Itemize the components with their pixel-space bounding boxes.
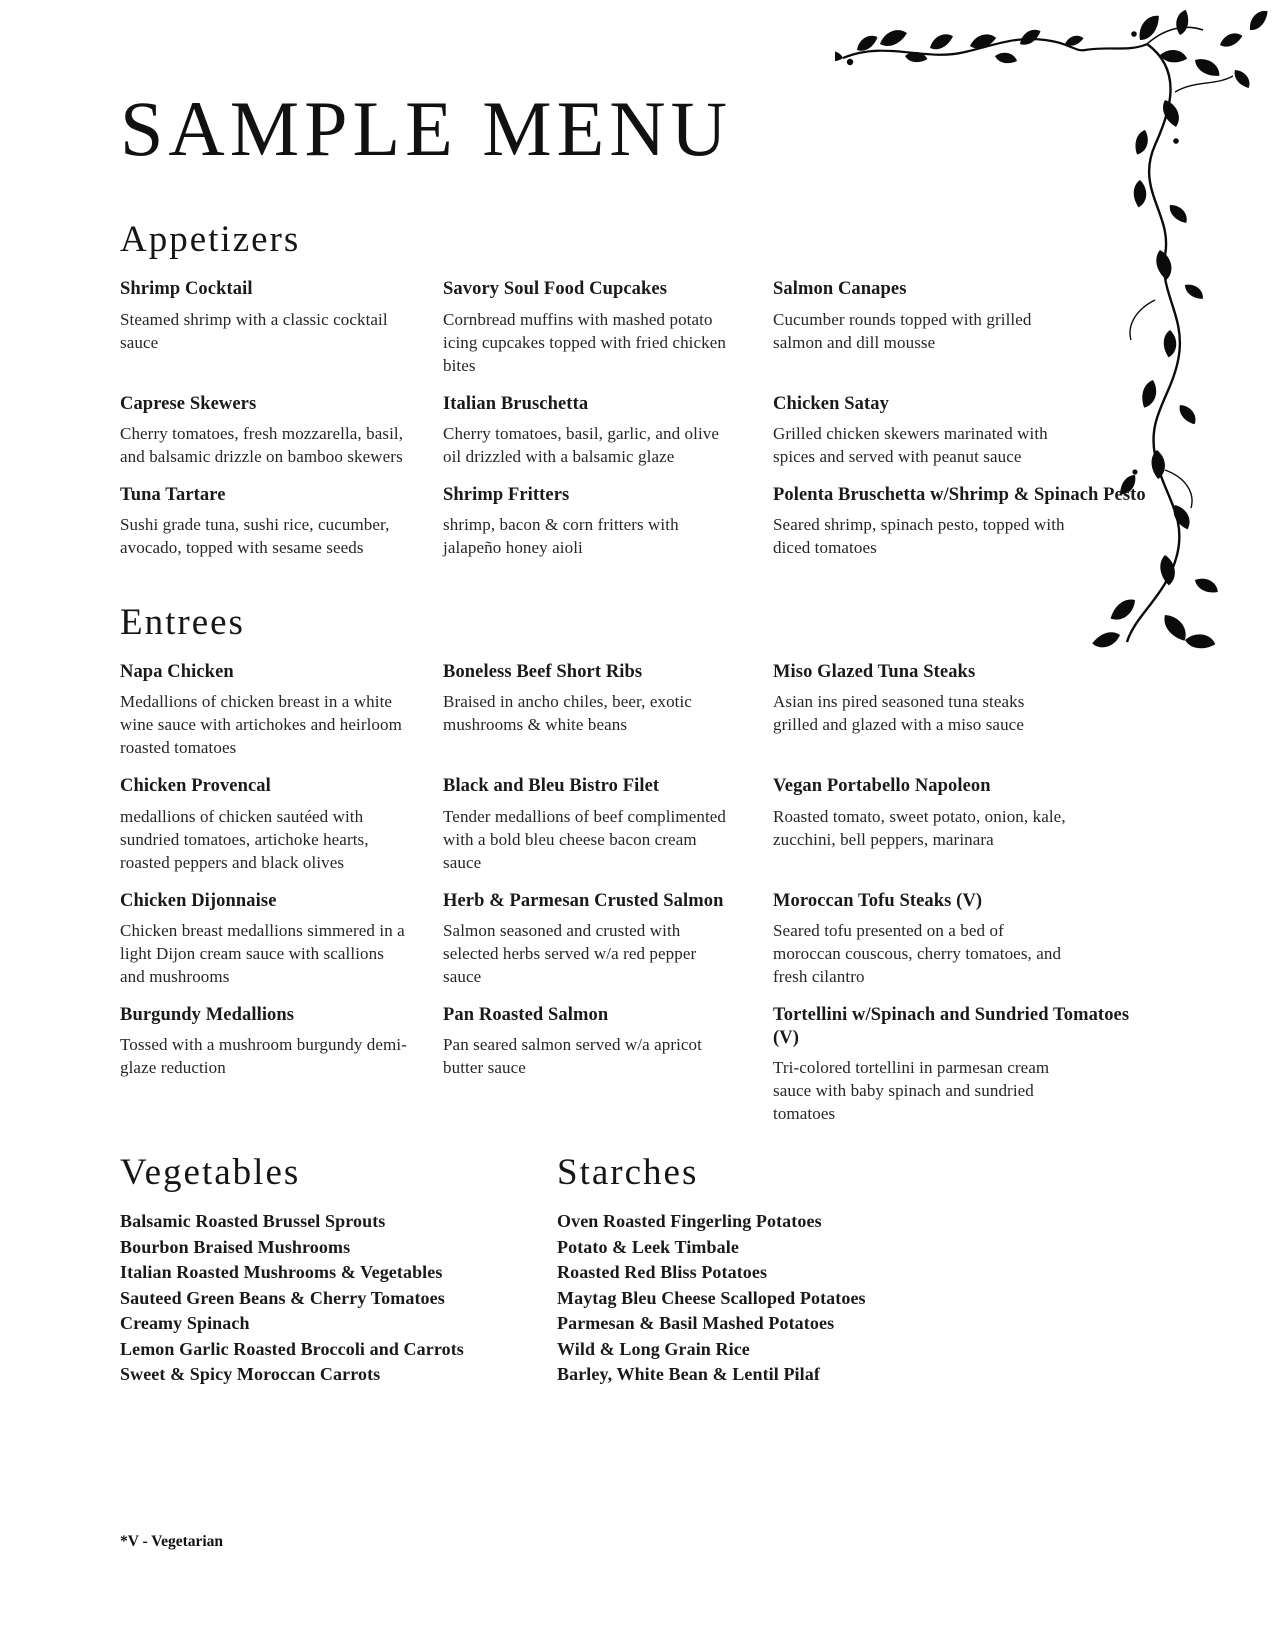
menu-item-description: Seared tofu presented on a bed of moroccan couscous, cherry tomatoes, and fresh cilantro xyxy=(773,920,1062,986)
menu-item-description: shrimp, bacon & corn fritters with jalapeño honey aioli xyxy=(443,514,679,557)
list-item: Sauteed Green Beans & Cherry Tomatoes xyxy=(120,1287,445,1308)
section-heading-vegetables: Vegetables xyxy=(120,1151,301,1193)
menu-item xyxy=(120,484,443,575)
menu-item-name: Tortellini w/Spinach and Sundried Tomatoes (V) xyxy=(773,1004,1130,1048)
menu-item xyxy=(773,1004,1155,1141)
menu-item xyxy=(773,890,1155,1004)
menu-item-name: Savory Soul Food Cupcakes xyxy=(443,279,668,300)
vegetarian-footnote: *V - Vegetarian xyxy=(120,1532,224,1550)
menu-item-description: Braised in ancho chiles, beer, exotic mushrooms & white beans xyxy=(443,692,692,735)
menu-item-description: Tossed with a mushroom burgundy demi-glaze reduction xyxy=(120,1034,407,1077)
list-item: Maytag Bleu Cheese Scalloped Potatoes xyxy=(557,1287,866,1308)
menu-item-description: Pan seared salmon served w/a apricot butter sauce xyxy=(443,1034,702,1077)
menu-item-name: Polenta Bruschetta w/Shrimp & Spinach Pesto xyxy=(773,484,1146,505)
menu-item xyxy=(120,661,443,775)
list-item: Oven Roasted Fingerling Potatoes xyxy=(557,1211,822,1232)
menu-item-description: Cherry tomatoes, basil, garlic, and olive oil drizzled with a balsamic glaze xyxy=(443,423,720,466)
menu-item-description: Asian ins pired seasoned tuna steaks grilled and glazed with a miso sauce xyxy=(773,692,1025,735)
menu-item-name: Boneless Beef Short Ribs xyxy=(443,662,643,683)
starches-column xyxy=(557,1151,1155,1388)
menu-item-name: Salmon Canapes xyxy=(773,279,907,300)
menu-item-name: Tuna Tartare xyxy=(120,484,226,505)
section-heading-appetizers: Appetizers xyxy=(120,219,301,261)
menu-item xyxy=(773,278,1155,392)
menu-item-name: Herb & Parmesan Crusted Salmon xyxy=(443,890,724,911)
menu-item-name: Burgundy Medallions xyxy=(120,1004,295,1025)
menu-item-description: Tri-colored tortellini in parmesan cream sauce with baby spinach and sundried tomatoes xyxy=(773,1057,1050,1123)
menu-item-name: Shrimp Fritters xyxy=(443,484,570,505)
menu-item xyxy=(443,393,773,484)
menu-item xyxy=(773,484,1155,575)
menu-item-description: Medallions of chicken breast in a white wine sauce with artichokes and heirloom roasted tomatoes xyxy=(120,692,402,758)
menu-item xyxy=(443,890,773,1004)
menu-item-description: Roasted tomato, sweet potato, onion, kale, zucchini, bell peppers, marinara xyxy=(773,806,1066,849)
list-item: Lemon Garlic Roasted Broccoli and Carrots xyxy=(120,1338,464,1359)
menu-item-name: Shrimp Cocktail xyxy=(120,279,253,300)
page-title: SAMPLE MENU xyxy=(120,85,732,172)
menu-item-name: Chicken Satay xyxy=(773,393,889,414)
list-item: Wild & Long Grain Rice xyxy=(557,1338,750,1359)
menu-item xyxy=(120,775,443,889)
menu-item-name: Pan Roasted Salmon xyxy=(443,1004,609,1025)
menu-item-description: Salmon seasoned and crusted with selected herbs served w/a red pepper sauce xyxy=(443,920,697,986)
vegetables-column xyxy=(120,1151,557,1388)
list-item: Roasted Red Bliss Potatoes xyxy=(557,1262,768,1283)
section-heading-starches: Starches xyxy=(557,1151,699,1193)
menu-item xyxy=(773,393,1155,484)
list-item: Balsamic Roasted Brussel Sprouts xyxy=(120,1211,386,1232)
sides-grid xyxy=(120,1151,1155,1388)
entrees-grid xyxy=(120,661,1155,1141)
menu-item-description: Tender medallions of beef complimented with a bold bleu cheese bacon cream sauce xyxy=(443,806,727,872)
menu-item-description: Steamed shrimp with a classic cocktail sauce xyxy=(120,309,388,352)
menu-item xyxy=(120,890,443,1004)
menu-item xyxy=(443,484,773,575)
menu-item xyxy=(443,1004,773,1141)
menu-item-description: Seared shrimp, spinach pesto, topped with diced tomatoes xyxy=(773,514,1065,557)
menu-item-name: Vegan Portabello Napoleon xyxy=(773,776,991,797)
menu-item xyxy=(120,1004,443,1141)
menu-item xyxy=(120,278,443,392)
menu-item xyxy=(443,278,773,392)
starches-list xyxy=(557,1209,1155,1388)
menu-item-name: Chicken Dijonnaise xyxy=(120,890,277,911)
appetizers-grid xyxy=(120,278,1155,574)
menu-item xyxy=(773,775,1155,889)
menu-item-name: Napa Chicken xyxy=(120,662,234,683)
vegetables-list xyxy=(120,1209,557,1388)
menu-item-description: Grilled chicken skewers marinated with spices and served with peanut sauce xyxy=(773,423,1048,466)
menu-item xyxy=(773,661,1155,775)
list-item: Italian Roasted Mushrooms & Vegetables xyxy=(120,1262,443,1283)
section-heading-entrees: Entrees xyxy=(120,601,245,643)
menu-item-name: Italian Bruschetta xyxy=(443,393,589,414)
menu-item xyxy=(443,661,773,775)
menu-item-description: Cornbread muffins with mashed potato icing cupcakes topped with fried chicken bites xyxy=(443,309,726,375)
menu-item-description: Cucumber rounds topped with grilled salmon and dill mousse xyxy=(773,309,1032,352)
list-item: Parmesan & Basil Mashed Potatoes xyxy=(557,1313,835,1334)
menu-item xyxy=(443,775,773,889)
list-item: Bourbon Braised Mushrooms xyxy=(120,1236,351,1257)
menu-item-name: Miso Glazed Tuna Steaks xyxy=(773,662,976,683)
menu-item-name: Black and Bleu Bistro Filet xyxy=(443,776,660,797)
list-item: Barley, White Bean & Lentil Pilaf xyxy=(557,1364,820,1385)
menu-item-description: medallions of chicken sautéed with sundried tomatoes, artichoke hearts, roasted peppers and black olives xyxy=(120,806,369,872)
list-item: Potato & Leek Timbale xyxy=(557,1236,739,1257)
menu-item-description: Sushi grade tuna, sushi rice, cucumber, avocado, topped with sesame seeds xyxy=(120,514,390,557)
list-item: Sweet & Spicy Moroccan Carrots xyxy=(120,1364,381,1385)
menu-item-name: Moroccan Tofu Steaks (V) xyxy=(773,890,983,911)
menu-item-description: Chicken breast medallions simmered in a light Dijon cream sauce with scallions and mushrooms xyxy=(120,920,405,986)
menu-item-name: Caprese Skewers xyxy=(120,393,257,414)
list-item: Creamy Spinach xyxy=(120,1313,250,1334)
menu-item xyxy=(120,393,443,484)
menu-item-name: Chicken Provencal xyxy=(120,776,271,797)
menu-item-description: Cherry tomatoes, fresh mozzarella, basil, and balsamic drizzle on bamboo skewers xyxy=(120,423,404,466)
